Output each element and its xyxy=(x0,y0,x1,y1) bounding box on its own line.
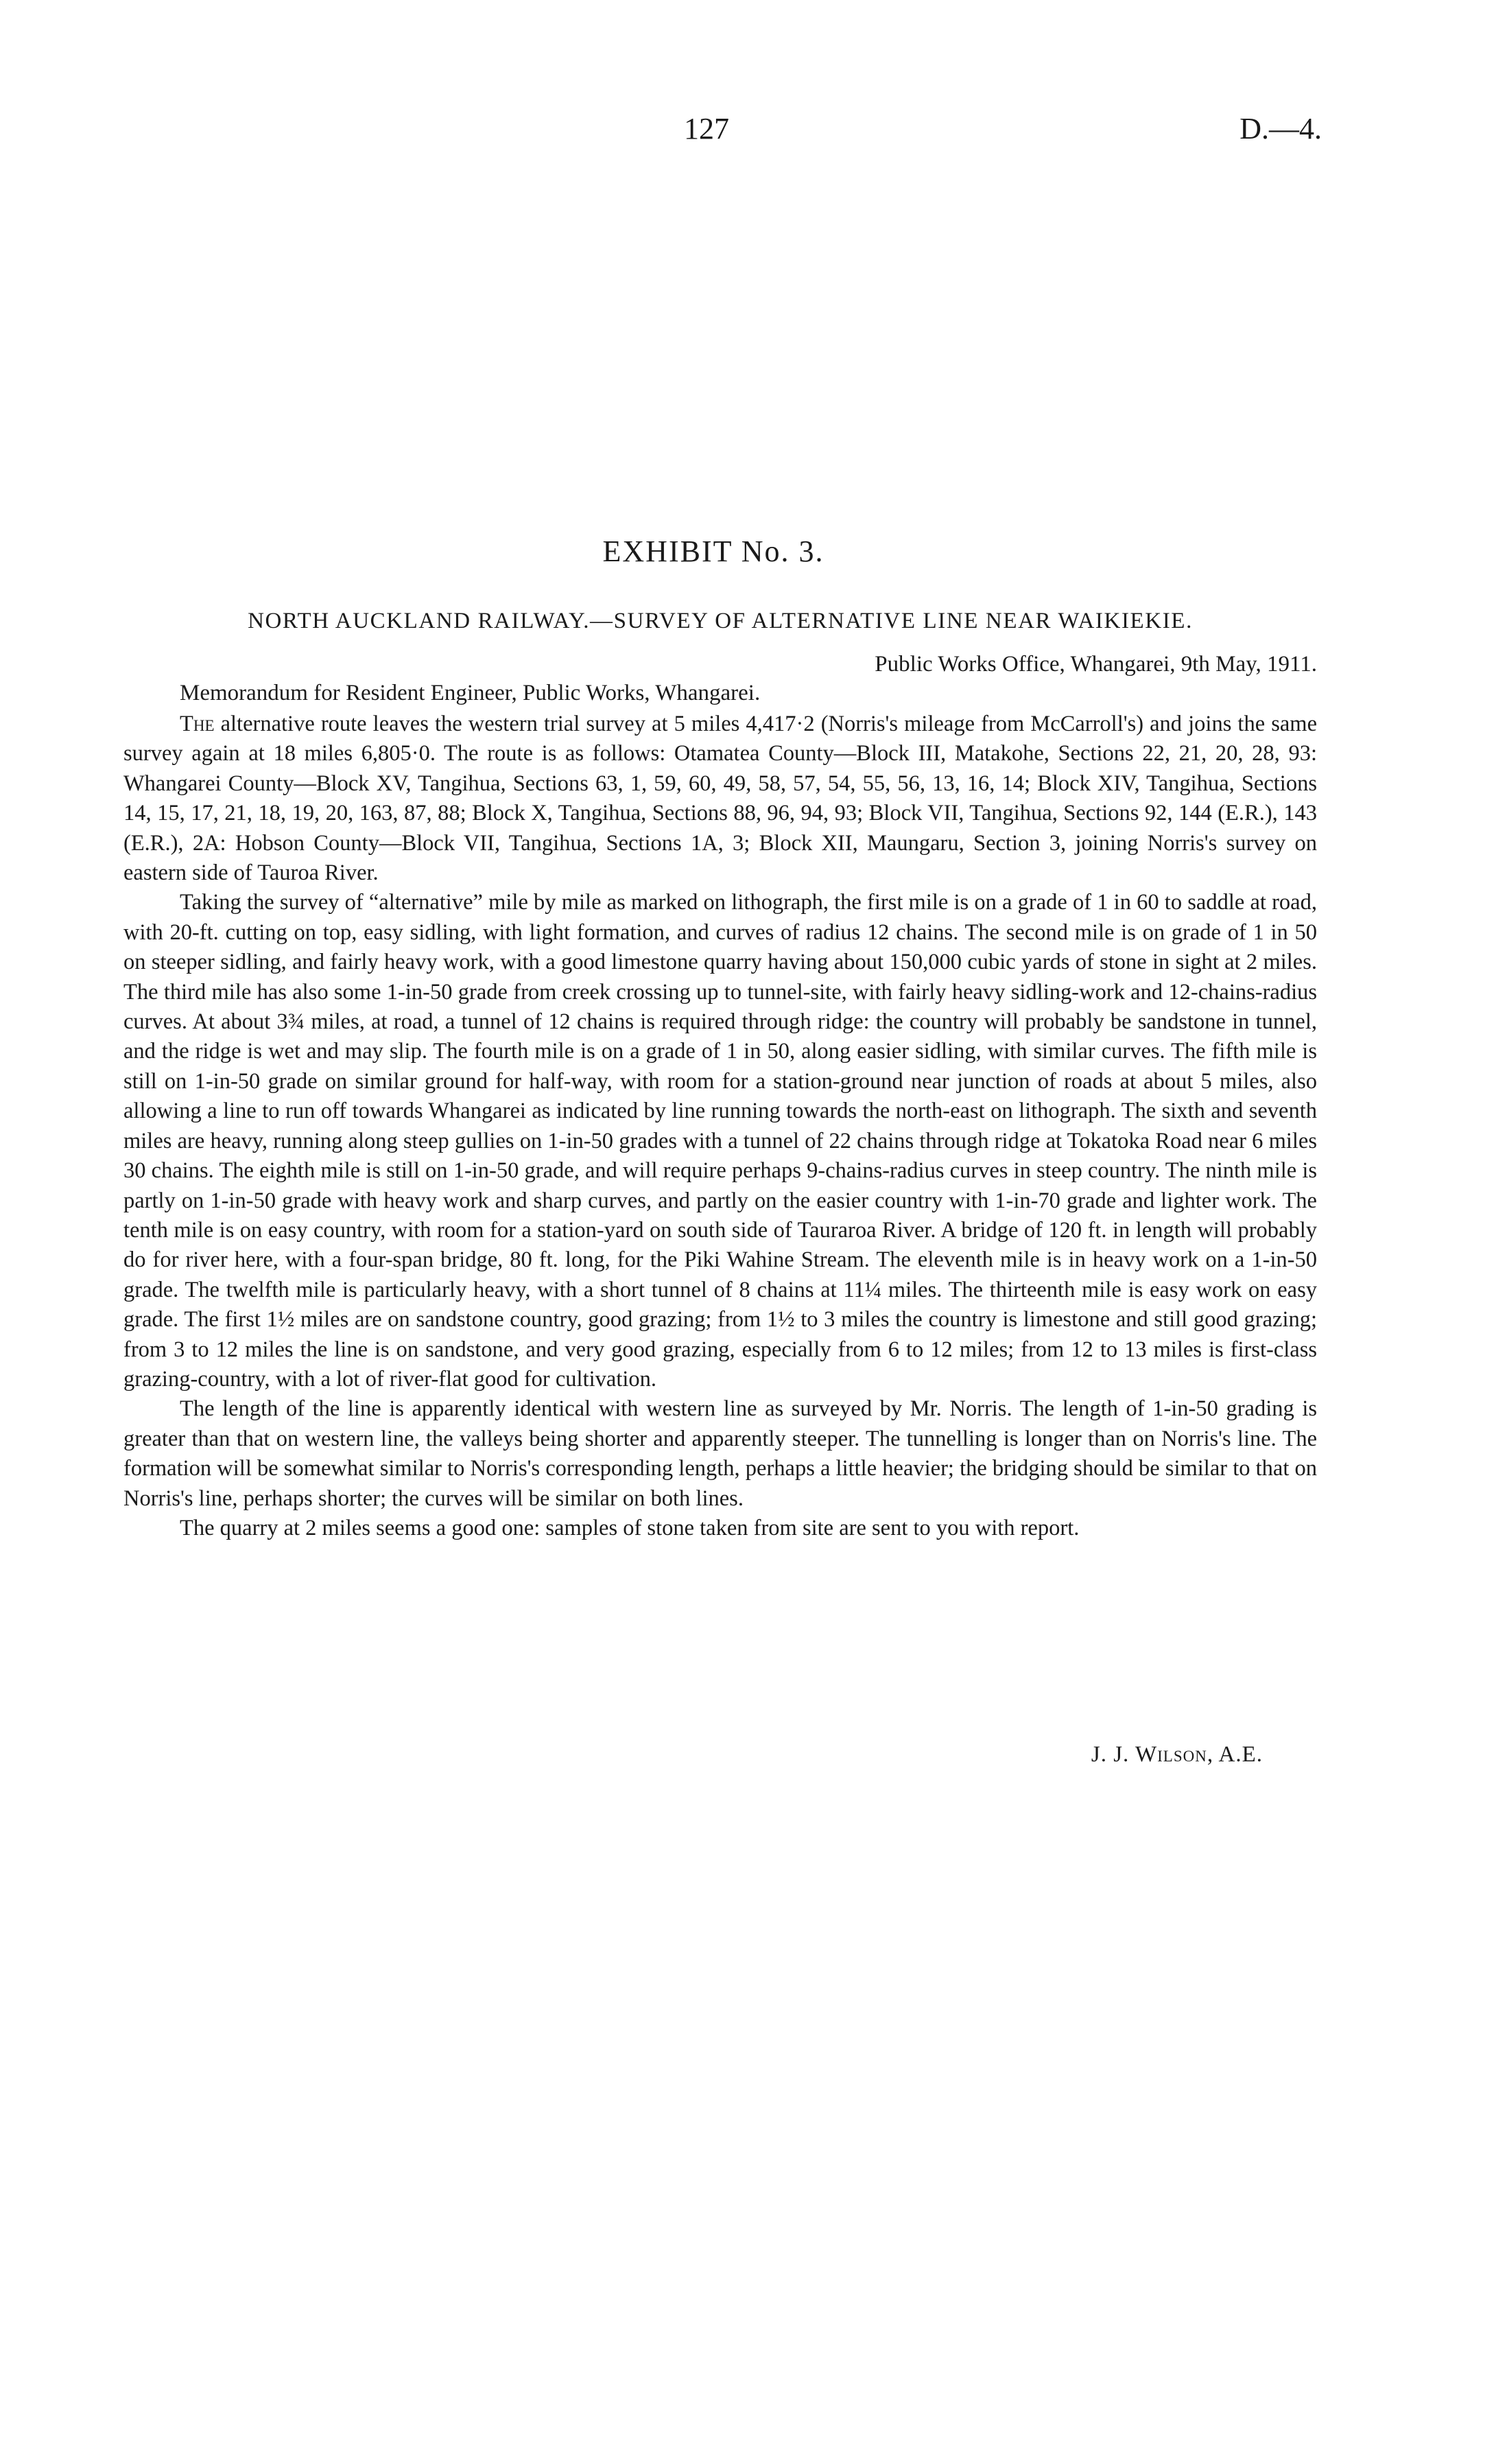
paragraph-comparison: The length of the line is apparently identical with western line as surveyed by Mr. Norris. The length of 1-in-50 grading is greater than that on western line, the valleys being shorter and apparently steeper. The tunnelling is longer than on Norris's line. The formation will be somewhat similar to Norris's corresponding length, perhaps a little heavier; the bridging should be similar to that on Norris's line, perhaps shorter; the curves will be similar on both lines. xyxy=(123,1396,1317,1511)
paragraph-route-text: alternative route leaves the western trial survey at 5 miles 4,417·2 (Norris's mileage from McCarroll's) and joins the same survey again at 18 miles 6,805·0. The route is as follows: Otamatea County—Block III, Matakohe, Sections 22, 21, 20, 28, 93: Whangarei County—Block XV, Tangihua, Sections 63, 1, 59, 60, 49, 58, 57, 54, 55, 56, 13, 16, 14; Block XIV, Tangihua, Sections 14, 15, 17, 21, 18, 19, 20, 163, 87, 88; Block X, Tangihua, Sections 88, 96, 94, 93; Block VII, Tangihua, Sections 92, 144 (E.R.), 143 (E.R.), 2A: Hobson County—Block VII, Tangihua, Sections 1A, 3; Block XII, Maungaru, Section 3, joining Norris's survey on eastern side of Tauroa River. xyxy=(123,712,1317,886)
page-number: 127 xyxy=(684,112,729,145)
paragraph-mile-by-mile: Taking the survey of “alternative” mile by mile as marked on lithograph, the first mile is on a grade of 1 in 60 to saddle at road, with 20-ft. cutting on top, easy sidling, with light formation, and curves of radius 12 chains. The second mile is on grade of 1 in 50 on steeper sidling, and fairly heavy work, with a good limestone quarry having about 150,000 cubic yards of stone in sight at 2 miles. The third mile has also some 1-in-50 grade from creek crossing up to tunnel-site, with fairly heavy sidling-work and 12-chains-radius curves. At about 3¾ miles, at road, a tunnel of 12 chains is required through ridge: the country will probably be sandstone in tunnel, and the ridge is wet and may slip. The fourth mile is on a grade of 1 in 50, along easier sidling, with similar curves. The fifth mile is still on 1-in-50 grade on similar ground for half-way, with room for a station-ground near junction of roads at about 5 miles, also allowing a line to run off towards Whangarei as indicated by line running towards the north-east on lithograph. The sixth and seventh miles are heavy, running along steep gullies on 1-in-50 grades with a tunnel of 22 chains through ridge at Tokatoka Road near 6 miles 30 chains. The eighth mile is still on 1-in-50 grade, and will require perhaps 9-chains-radius curves in steep country. The ninth mile is partly on 1-in-50 grade with heavy work and sharp curves, and partly on the easier country with 1-in-70 grade and lighter work. The tenth mile is on easy country, with room for a station-yard on south side of Tauraroa River. A bridge of 120 ft. in length will probably do for river here, with a four-span bridge, 80 ft. long, for the Piki Wahine Stream. The eleventh mile is in heavy work on a 1-in-50 grade. The twelfth mile is particularly heavy, with a short tunnel of 8 chains at 11¼ miles. The thirteenth mile is easy work on easy grade. The first 1½ miles are on sandstone country, good grazing; from 1½ to 3 miles the country is limestone and still good grazing; from 3 to 12 miles the line is on sandstone, and very good grazing, especially from 6 to 12 miles; from 12 to 13 miles is first-class grazing-country, with a lot of river-flat good for cultivation. xyxy=(123,890,1317,1392)
paragraph-route xyxy=(123,709,1317,888)
exhibit-title: EXHIBIT No. 3. xyxy=(602,535,824,568)
memo-addressee: Memorandum for Resident Engineer, Public Works, Whangarei. xyxy=(180,681,761,705)
section-heading: NORTH AUCKLAND RAILWAY.—SURVEY OF ALTERNATIVE LINE NEAR WAIKIEKIE. xyxy=(248,609,1193,633)
paragraph-lead-word: The xyxy=(180,712,215,736)
paragraph-quarry: The quarry at 2 miles seems a good one: samples of stone taken from site are sent to you with report. xyxy=(180,1515,1080,1540)
memo-body xyxy=(123,709,1317,1543)
memo-office-date: Public Works Office, Whangarei, 9th May, 1911. xyxy=(875,652,1317,677)
document-code: D.—4. xyxy=(1239,112,1322,145)
signature: J. J. Wilson, A.E. xyxy=(1091,1742,1263,1767)
